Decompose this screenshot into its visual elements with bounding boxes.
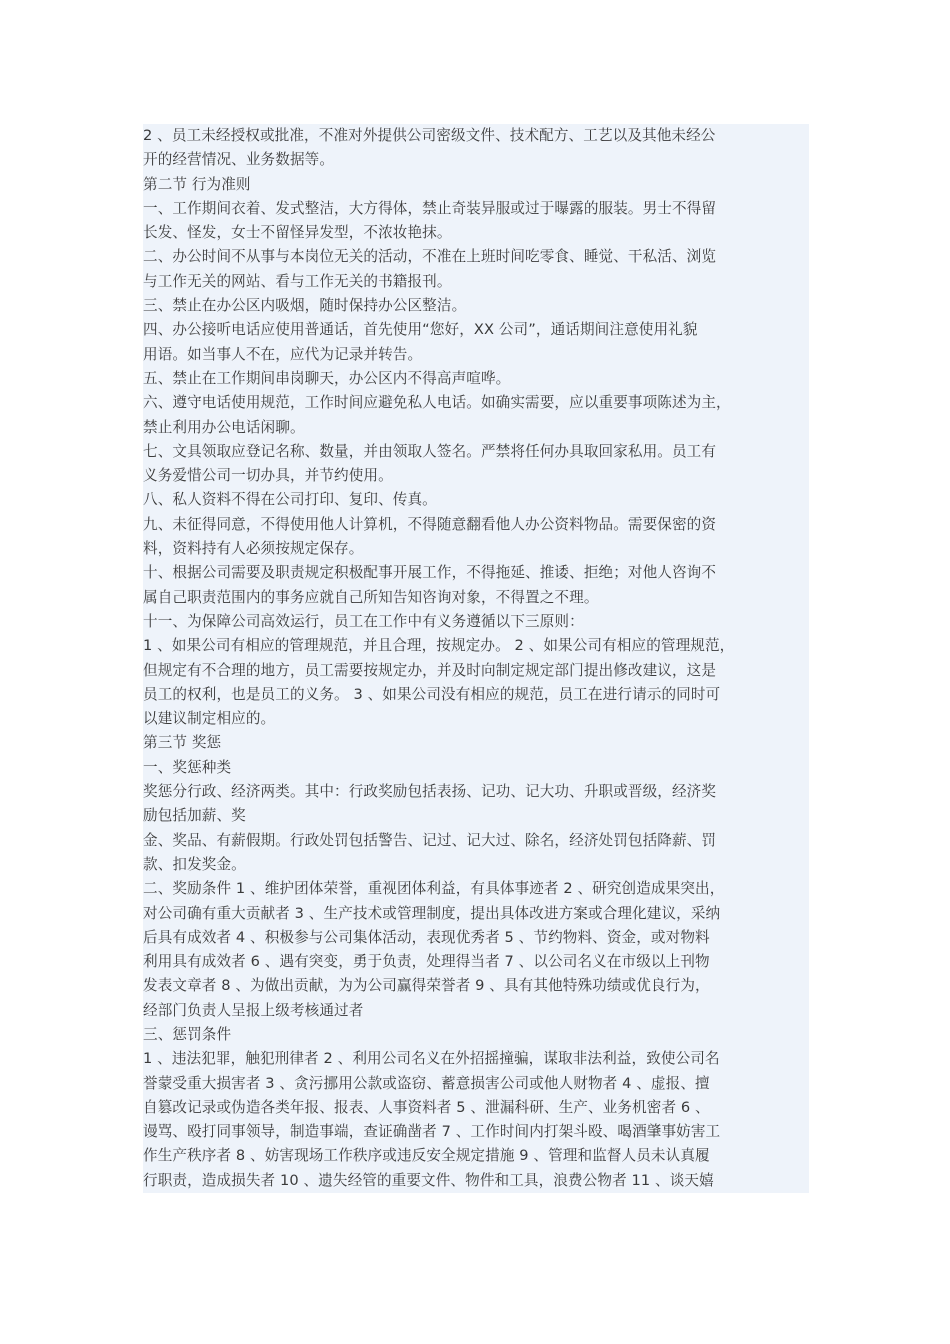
text-line: 七、文具领取应登记名称、数量，并由领取人签名。严禁将任何办具取回家私用。员工有: [143, 442, 717, 460]
text-line: 行职责，造成损失者 10 、遗失经管的重要文件、物件和工具，浪费公物者 11 、谈天嬉: [143, 1171, 714, 1189]
text-line: 第三节 奖惩: [143, 734, 222, 752]
text-line: 二、办公时间不从事与本岗位无关的活动，不准在上班时间吃零食、睡觉、干私活、浏览: [143, 248, 717, 266]
text-line: 员工的权利，也是员工的义务。 3 、如果公司没有相应的规范，员工在进行请示的同时可: [143, 685, 721, 703]
text-line: 2 、员工未经授权或批准，不准对外提供公司密级文件、技术配方、工艺以及其他未经公: [143, 127, 716, 144]
text-line: 谩骂、殴打同事领导，制造事端，查证确凿者 7 、工作时间内打架斗殴、喝酒肇事妨害工: [143, 1123, 721, 1141]
document-text-block: [143, 124, 809, 1193]
text-line: 九、未征得同意，不得使用他人计算机，不得随意翻看他人办公资料物品。需要保密的资: [143, 515, 717, 533]
text-line: 但规定有不合理的地方，员工需要按规定办，并及时向制定规定部门提出修改建议，这是: [143, 661, 717, 679]
text-line: 义务爱惜公司一切办具，并节约使用。: [143, 467, 393, 485]
text-line: 作生产秩序者 8 、妨害现场工作秩序或违反安全规定措施 9 、管理和监督人员未认真履: [143, 1147, 710, 1165]
text-line: 1 、违法犯罪，触犯刑律者 2 、利用公司名义在外招摇撞骗，谋取非法利益，致使公司名: [143, 1050, 720, 1068]
text-line: 一、工作期间衣着、发式整洁，大方得体，禁止奇装异服或过于曝露的服装。男士不得留: [143, 199, 717, 217]
text-line: 十、根据公司需要及职责规定积极配事开展工作，不得拖延、推诿、拒绝；对他人咨询不: [143, 564, 717, 582]
text-line: 款、扣发奖金。: [143, 855, 246, 873]
text-line: 长发、怪发，女士不留怪异发型，不浓妆艳抹。: [143, 224, 452, 242]
text-line: 六、遵守电话使用规范，工作时间应避免私人电话。如确实需要，应以重要事项陈述为主，: [143, 394, 731, 412]
text-line: 三、惩罚条件: [143, 1025, 232, 1043]
text-line: 禁止利用办公电话闲聊。: [143, 418, 305, 436]
text-line: 十一、为保障公司高效运行，员工在工作中有义务遵循以下三原则：: [143, 612, 584, 630]
text-line: 第二节 行为准则: [143, 175, 251, 193]
text-line: 经部门负责人呈报上级考核通过者: [143, 1001, 364, 1019]
text-line: 誉蒙受重大损害者 3 、贪污挪用公款或盗窃、蓄意损害公司或他人财物者 4 、虚报、擅: [143, 1074, 710, 1092]
text-line: 以建议制定相应的。: [143, 710, 276, 728]
text-line: 八、私人资料不得在公司打印、复印、传真。: [143, 491, 437, 509]
text-line: 一、奖惩种类: [143, 758, 232, 776]
text-line: 料，资料持有人必须按规定保存。: [143, 540, 364, 558]
text-line: 开的经营情况、业务数据等。: [143, 151, 335, 169]
text-line: 属自己职责范围内的事务应就自己所知告知咨询对象，不得置之不理。: [143, 588, 599, 606]
text-line: 发表文章者 8 、为做出贡献，为为公司赢得荣誉者 9 、具有其他特殊功绩或优良行为，: [143, 977, 710, 995]
text-line: 对公司确有重大贡献者 3 、生产技术或管理制度，提出具体改进方案或合理化建议，采纳: [143, 904, 721, 922]
text-line: 与工作无关的网站、看与工作无关的书籍报刊。: [143, 272, 452, 290]
text-line: 金、奖品、有薪假期。行政处罚包括警告、记过、记大过、除名，经济处罚包括降薪、罚: [143, 831, 717, 849]
text-line: 二、奖励条件 1 、维护团体荣誉，重视团体利益，有具体事迹者 2 、研究创造成果突出，: [143, 880, 725, 898]
text-line: 三、禁止在办公区内吸烟，随时保持办公区整洁。: [143, 297, 467, 315]
text-line: 1 、如果公司有相应的管理规范，并且合理，按规定办。 2 、如果公司有相应的管理规范，: [143, 637, 735, 655]
text-line: 五、禁止在工作期间串岗聊天，办公区内不得高声喧哗。: [143, 369, 511, 387]
text-line: 后具有成效者 4 、积极参与公司集体活动，表现优秀者 5 、节约物料、资金，或对物料: [143, 928, 710, 946]
text-line: 励包括加薪、奖: [143, 807, 246, 825]
text-line: 用语。如当事人不在，应代为记录并转告。: [143, 345, 423, 363]
text-line: 奖惩分行政、经济两类。其中：行政奖励包括表扬、记功、记大功、升职或晋级，经济奖: [143, 783, 717, 801]
text-line: 利用具有成效者 6 、遇有突变，勇于负责，处理得当者 7 、以公司名义在市级以上刊物: [143, 953, 710, 971]
text-line: 四、办公接听电话应使用普通话，首先使用“您好，XX 公司”，通话期间注意使用礼貌: [143, 321, 698, 339]
text-line: 自篡改记录或伪造各类年报、报表、人事资料者 5 、泄漏科研、生产、业务机密者 6 、: [143, 1098, 710, 1116]
